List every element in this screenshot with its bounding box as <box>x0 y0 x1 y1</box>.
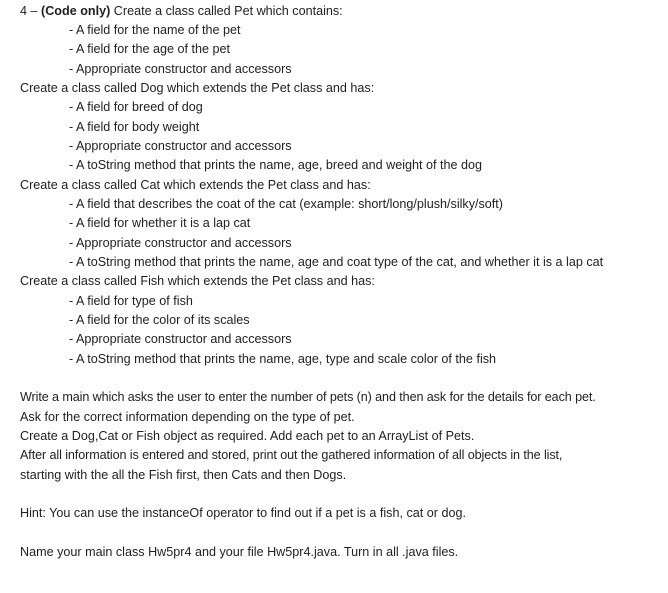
dog-intro: Create a class called Dog which extends the Pet class and has: <box>20 81 375 95</box>
main-line-2: Ask for the correct information depending on the type of pet. <box>20 410 355 424</box>
main-line-3: Create a Dog,Cat or Fish object as required. Add each pet to an ArrayList of Pets. <box>20 429 475 443</box>
question-number: 4 – <box>20 4 42 18</box>
pet-constructor: - Appropriate constructor and accessors <box>69 62 292 76</box>
dog-constructor: - Appropriate constructor and accessors <box>69 139 292 153</box>
cat-field-coat: - A field that describes the coat of the cat (example: short/long/plush/silky/soft) <box>69 197 504 211</box>
dog-tostring: - A toString method that prints the name, age, breed and weight of the dog <box>69 158 483 172</box>
cat-field-lapcat: - A field for whether it is a lap cat <box>69 216 251 230</box>
heading-text: Create a class called Pet which contains: <box>110 4 343 18</box>
fish-field-scales: - A field for the color of its scales <box>69 313 250 327</box>
main-line-5: starting with the all the Fish first, then Cats and then Dogs. <box>20 468 347 482</box>
main-line-1: Write a main which asks the user to enter the number of pets (n) and then ask for the details for each pet. <box>20 390 596 404</box>
dog-field-weight: - A field for body weight <box>69 120 200 134</box>
fish-constructor: - Appropriate constructor and accessors <box>69 332 292 346</box>
dog-field-breed: - A field for breed of dog <box>69 100 203 114</box>
pet-field-name: - A field for the name of the pet <box>69 23 241 37</box>
fish-intro: Create a class called Fish which extends the Pet class and has: <box>20 274 375 288</box>
fish-tostring: - A toString method that prints the name, age, type and scale color of the fish <box>69 352 497 366</box>
naming-instructions: Name your main class Hw5pr4 and your file Hw5pr4.java. Turn in all .java files. <box>20 545 459 559</box>
cat-tostring: - A toString method that prints the name, age and coat type of the cat, and whether it is a lap cat <box>69 255 604 269</box>
hint-text: Hint: You can use the instanceOf operator to find out if a pet is a fish, cat or dog. <box>20 506 466 520</box>
fish-field-type: - A field for type of fish <box>69 294 193 308</box>
cat-constructor: - Appropriate constructor and accessors <box>69 236 292 250</box>
cat-intro: Create a class called Cat which extends the Pet class and has: <box>20 178 371 192</box>
question-heading <box>20 3 343 19</box>
pet-field-age: - A field for the age of the pet <box>69 42 231 56</box>
code-only-label: (Code only) <box>41 4 111 18</box>
main-line-4: After all information is entered and stored, print out the gathered information of all objects in the list, <box>20 448 563 462</box>
